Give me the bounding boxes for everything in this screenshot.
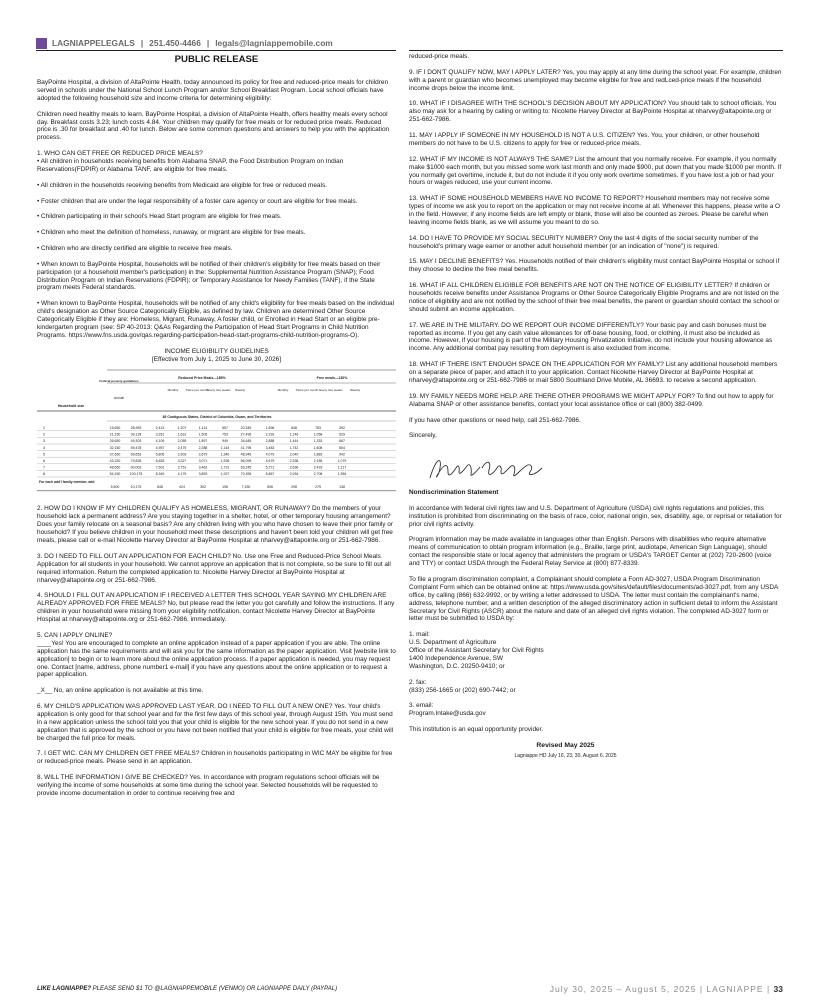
extra-member-cell: 424 (179, 485, 185, 490)
table-cell: 1,217 (337, 466, 347, 471)
table-cell: 43,150 (109, 459, 121, 464)
income-table-graphic (37, 369, 396, 493)
faq-paragraph: _X__ No, an online application is not available at this time. (37, 687, 204, 695)
sub-header: Twice per month (295, 388, 319, 393)
table-cell: 949 (222, 439, 228, 444)
table-cell: 3,327 (177, 459, 187, 464)
table-cell: 56,095 (240, 459, 252, 464)
table-cell: 48,650 (109, 466, 121, 471)
body-paragraph: BayPointe Hospital, a division of AltaPointe Health, today announced its policy for free and reduced-price meals for children served in schools under the National School Lunch Program and/or School Breakfast Program. Local school officials have adopted the following household size and income criteria for determining eligibility: (37, 79, 389, 102)
table-cell: 1,333 (313, 439, 323, 444)
extra-member-cell: 298 (291, 485, 297, 490)
nondiscrimination-heading: Nondiscrimination Statement (409, 489, 499, 496)
table-cell: 20,345 (240, 426, 252, 431)
extra-member-cell: 848 (157, 485, 163, 490)
left-paragraphs-continued (37, 505, 396, 797)
table-row-size: 5 (43, 452, 45, 457)
table-cell: 48,945 (240, 452, 252, 457)
table-cell: 2,288 (198, 446, 208, 451)
table-cell: 27,495 (240, 433, 252, 438)
faq-paragraph: 7. I GET WIC. CAN MY CHILDREN GET FREE MEALS? Children in households participating in WIC MAY be eligible for free or reduced-price meals. Please send in an application. (37, 750, 393, 766)
signature (426, 454, 546, 484)
table-cell: 804 (339, 446, 345, 451)
footer-left-text: PLEASE SEND $1 TO @LAGNIAPPEMOBILE (VENMO) OR LAGNIAPPE DAILY (PAYPAL) (91, 986, 338, 992)
extra-member-cell: 10,175 (130, 485, 142, 490)
faq-paragraph: 12. WHAT IF MY INCOME IS NOT ALWAYS THE SAME? List the amount that you normally receive. For example, if you normally make $1000 each month, but you missed some work last month and only made $900, put down that you made $1000 per month. If you normally get overtime, include it, but do not include it if you only work overtime sometimes. If you have lost a job or had your hours or wages reduced, use your current income. (409, 155, 782, 187)
col-federal-poverty: Federal poverty guidelines (99, 379, 139, 384)
table-cell: 37,650 (109, 452, 121, 457)
table-cell: 1,340 (220, 452, 230, 457)
table-cell: 667 (339, 439, 345, 444)
table-cell: 79,828 (130, 459, 142, 464)
nondiscrimination-paragraph: To file a program discrimination complaint, a Complainant should complete a Form AD-3027, USDA Program Discrimination Complaint Form which can be obtained online at: https://www.usda.gov/sites/default/files/documents/ad-3027.pdf, from any USDA office, by calling (866) 632-9992, or by writing a letter addressed to USDA. The letter must contain the complainant's name, address, telephone number, and a written description of the alleged discriminatory action in sufficient detail to inform the Assistant Secretary for Civil Rights (ASCR) about the nature and date of an alleged civil rights violation. The completed AD-3027 form or letter must be submitted to USDA by: (409, 575, 778, 623)
table-cell: 1,927 (220, 472, 230, 477)
guidelines-effective: [Effective from July 1, 2025 to June 30, 2026] (151, 355, 282, 363)
right-column (409, 53, 782, 761)
page-title: PUBLIC RELEASE (174, 54, 259, 65)
table-cell: 557 (222, 426, 228, 431)
table-cell: 1,207 (177, 426, 187, 431)
table-row-size: 7 (43, 466, 45, 471)
sub-header: Weekly (234, 388, 246, 393)
sub-header: Every two weeks (319, 388, 343, 393)
header-phone: 251.450-4466 (149, 38, 201, 48)
nondiscrimination-paragraphs (409, 505, 782, 734)
footer-issue: July 30, 2025 – August 5, 2025 | LAGNIAPPE | (549, 984, 774, 994)
extra-member-cell: 7,150 (241, 485, 251, 490)
extra-member-cell: 392 (200, 485, 206, 490)
body-paragraph: 1. WHO CAN GET FREE OR REDUCED PRICE MEALS? • All children in households receiving benefits from Alabama SNAP, the Food Distribution Program on Indian Reservations(FDPIR) or Alabama TANF, are eligible for free meals. (37, 150, 344, 173)
lagniappe-run-dates: Lagniappe HD July 16, 23, 30, August 6, 2025 (514, 752, 617, 759)
body-paragraph: • Children who meet the definition of homeless, runaway, or migrant are eligible for free meals. (37, 229, 306, 237)
header-email[interactable]: legals@lagniappemobile.com (215, 38, 333, 48)
body-paragraph: • When known to BayPointe Hospital, households will be notified of any child's eligibility for free meals based on the individual child's designation as Other Source Categorically Eligible, as defined by law. Children are determined Other Source Categorically Eligible if they are: Homeless, Migrant, Runaway, A foster child, or Enrolled in Head Start or an eligible pre-kindergarten program (see: SP 40-2013: Q&As Regarding the Participation of Head Start Programs in Child Nutrition Programs. https://www.fns.usda.gov/qas.regarding-participation-head-start-programs-child-nutrition-programs-O). (37, 300, 395, 339)
table-cell: 3,071 (198, 459, 208, 464)
faq-paragraph: 18. WHAT IF THERE ISN'T ENOUGH SPACE ON THE APPLICATION FOR MY FAMILY? List any additional household members on a separate piece of paper, and attach it to your application. Contact Nicolette Harvey Director at BayPointe Hospital at nharvey@altapointe.org or 251-662-7986 or mail 5800 Southland Drive Mobile, AL 36693. to receive a second application. (409, 361, 778, 384)
table-cell: 5,867 (265, 472, 275, 477)
table-cell: 1,144 (220, 446, 230, 451)
table-cell: 90,003 (130, 466, 142, 471)
table-cell: 1,536 (220, 459, 230, 464)
table-cell: 1,114 (198, 426, 208, 431)
extra-member-cell: 275 (315, 485, 321, 490)
faq-paragraph: If you have other questions or need help, call 251-662-7986. (409, 416, 581, 424)
table-cell: 4,175 (177, 472, 187, 477)
left-paragraphs (37, 79, 396, 340)
table-cell: 4,079 (265, 452, 275, 457)
income-guidelines-table (37, 369, 396, 493)
nondiscrimination-paragraph: 2. fax: (833) 256-1665 or (202) 690-7442; or (409, 678, 516, 694)
faq-paragraph: Sincerely, (409, 432, 437, 440)
right-paragraphs (409, 53, 782, 440)
body-paragraph: • When known to BayPointe Hospital, households will be notified of their children's eligibility for free meals based on their participation (or a household member's participation) in the: Supplemental Nutrition Assistance Program (SNAP); Food Distribution Program on Indian Reservations (FDPIR); or Temporary Assistance for Needy Families (TANF), if the State program meets Federal standards. (37, 260, 381, 292)
table-cell: 783 (315, 426, 321, 431)
table-cell: 70,395 (240, 472, 252, 477)
table-cell: 3,751 (177, 466, 187, 471)
table-row-size: 3 (43, 439, 45, 444)
footer-right (550, 984, 783, 994)
header-brand: LAGNIAPPELEGALS (52, 38, 135, 48)
table-cell: 1,079 (337, 459, 347, 464)
table-row-size: 8 (43, 472, 45, 477)
table-row-size: 1 (43, 426, 45, 431)
revised-date: Revised May 2025 (536, 741, 595, 749)
table-cell: 28,953 (130, 426, 142, 431)
brand-square-icon (36, 38, 47, 49)
header-rule-right (409, 50, 783, 51)
extra-member-cell: 196 (222, 485, 228, 490)
faq-paragraph: 4. SHOULD I FILL OUT AN APPLICATION IF I RECEIVED A LETTER THIS SCHOOL YEAR SAYING MY CHILDREN ARE ALREADY APPROVED FOR FREE MEALS? No, but please read the letter you got carefully and follow the instructions. If any children in your household were missing from your eligibility notification, contact Nicolette Harvey Director at BayPointe Hospital at nharvey@altapointe.org or 251-662-7986. immediately. (37, 592, 395, 624)
faq-paragraph: 9. IF I DON'T QUALIFY NOW, MAY I APPLY LATER? Yes, you may apply at any time during the school year. For example, children with a parent or guardian who becomes unemployed may become eligible for free and redLced-price meals if the household income drops below the income limit. (409, 68, 782, 92)
table-cell: 3,462 (198, 466, 208, 471)
table-cell: 2,338 (289, 459, 299, 464)
faq-paragraph: 6. MY CHILD'S APPLICATION WAS APPROVED LAST YEAR. DO I NEED TO FILL OUT A NEW ONE? Yes. Your child's application is only good for that school year and for the first few days of this school year, through August 15th. You must send in a new application unless the school told you that your child is eligible for the new school year. If you do not send in a new application that is approved by the school or you have not been notified that your child is eligible for free meals, your child will be charged the full price for meals. (37, 703, 394, 742)
extra-member-cell: 5,500 (110, 485, 120, 490)
extra-member-cell: 138 (339, 485, 345, 490)
guidelines-title: INCOME ELIGIBILITY GUIDELINES (164, 347, 269, 355)
table-cell: 54,150 (109, 472, 121, 477)
table-cell: 2,636 (289, 466, 299, 471)
table-cell: 2,413 (155, 426, 165, 431)
table-cell: 2,679 (198, 452, 208, 457)
table-cell: 4,675 (265, 459, 275, 464)
faq-paragraph: 16. WHAT IF ALL CHILDREN ELIGIBLE FOR BENEFITS ARE NOT ON THE NOTICE OF ELIGIBILITY LETTER? If children or households receive benefits under Assistance Programs or Other Source Categorically Eligible Programs and are not listed on the notice of eligibility and are not notified by the school of their free meal benefits, the parent or guardian should contact the school or should submit an income application. (409, 282, 780, 313)
table-cell: 1,146 (289, 433, 299, 438)
table-cell: 2,292 (265, 433, 275, 438)
faq-paragraph: 19. MY FAMILY NEEDS MORE HELP. ARE THERE OTHER PROGRAMS WE MIGHT APPLY FOR? To find out how to apply for Alabama SNAP or other assistance benefits, contact your local assistance office or call (800) 382-0499. (409, 392, 774, 408)
table-cell: 69,653 (130, 452, 142, 457)
col-household-size: Household size (57, 404, 85, 409)
table-cell: 7,501 (155, 466, 165, 471)
table-cell: 49,303 (130, 439, 142, 444)
sub-header: Every two weeks (207, 388, 231, 393)
extra-member-label: For each add'l family member, add (39, 480, 95, 485)
footer-left-bold: LIKE LAGNIAPPE? (37, 986, 92, 992)
col-annual-label: Annual (114, 396, 124, 401)
sub-header: Monthly (167, 388, 179, 393)
table-cell: 848 (291, 426, 297, 431)
body-paragraph: Children need healthy meals to learn. BayPointe Hospital, a division of AltaPointe Health, offers healthy meals every school day. Breakfast costs 3.23; lunch costs 4.84. Your children may qualify for free meals or for reduced price meals. Reduced price is .30 for breakfast and .40 for lunch. Below are some common questions and answers to help you with the application process. (37, 110, 390, 142)
table-cell: 753 (222, 433, 228, 438)
group-free-meals: Free meals—130% (316, 376, 348, 381)
faq-paragraph: 11. MAY I APPLY IF SOMEONE IN MY HOUSEHOLD IS NOT A U.S. CITIZEN? Yes. You, your children, or other household members do not have to be U.S. citizens to apply for free or reduced-price meals. (409, 132, 760, 147)
faq-paragraph: 3. DO I NEED TO FILL OUT AN APPLICATION FOR EACH CHILD? No. Use one Free and Reduced-Price School Meals Application for all students in your household. We cannot approve an application that is not complete, so be sure to fill out all required information. Return the completed application to: Nicolette Harvey Director at BayPointe Hospital at nharvey@altapointe.org or 251-662-7986. (37, 552, 391, 584)
faq-paragraph: 2. HOW DO I KNOW IF MY CHILDREN QUALIFY AS HOMELESS, MIGRANT, OR RUNAWAY? Do the members of your household lack a permanent address? Are you staying together in a shelter, hotel, or other temporary housing arrangement? Does your family relocate on a seasonal basis? Are any children living with you who have chosen to leave their prior family or household? If you believe children in your household meet these descriptions and haven't been told your children will get free meals, please call or e-mail Nicolette Harvey Director at BayPointe Hospital at nharvey@altapointe.org or 251-662-7986. (37, 505, 394, 545)
table-cell: 100,178 (129, 472, 143, 477)
table-cell: 6,653 (155, 459, 165, 464)
faq-paragraph: 5. CAN I APPLY ONLINE? ____Yes! You are encouraged to complete an online application instead of a paper application if you are able. The online application has the same requirements and will ask you for the same information as the paper application. Visit [website link to application] to begin or to learn more about the online application process. If a paper application is needed, you may request one. Contact [name, address, phone number1 e-mail] if you have any questions about the online application or to request a paper application. (37, 631, 396, 679)
table-cell: 3,261 (155, 433, 165, 438)
sub-header: Weekly (349, 388, 361, 393)
table-cell: 1,883 (313, 452, 323, 457)
table-cell: 1,731 (220, 466, 230, 471)
faq-paragraph: 15. MAY I DECLINE BENEFITS? Yes. Households notified of their children's eligibility must contact BayPointe Hospital or school if they choose to decline the free meal benefits. (409, 258, 780, 274)
table-cell: 26,650 (109, 439, 121, 444)
table-row-size: 2 (43, 433, 45, 438)
table-cell: 39,128 (130, 433, 142, 438)
body-paragraph: • Foster children that are under the legal responsibility of a foster care agency or court are eligible for free meals. (37, 197, 358, 205)
table-cell: 8,349 (155, 472, 165, 477)
sub-header: Monthly (277, 388, 289, 393)
extra-member-cell: 596 (267, 485, 273, 490)
faq-paragraph: reduced-price meals. (409, 53, 470, 60)
table-cell: 392 (339, 426, 345, 431)
table-cell: 41,795 (240, 446, 252, 451)
nondiscrimination-paragraph: In accordance with federal civil rights law and U.S. Department of Agriculture (USDA) civil rights regulations and policies, this institution is prohibited from discriminating on the basis of race, color, national origin, sex, disability, age, or reprisal or retaliation for prior civil rights activity. (409, 504, 782, 528)
faq-paragraph: 13. WHAT IF SOME HOUSEHOLD MEMBERS HAVE NO INCOME TO REPORT? Household members may not receive some types of income we ask you to report on the application or may not receive income at all. Whenever this happens, please write a O in the field. However, if any income fields are left empty or blank, those will also be counted as zeroes. Please be careful when leaving income fields blank, as we will assume you meant to do so. (409, 195, 781, 226)
nondiscrimination-paragraph: Program information may be made available in languages other than English. Persons with disabilities who require alternative means of communication to obtain program information (e.g., Braille, large print, audiotape, American Sign Language), should contact the responsible state or local agency that administers the program or USDA's TARGET Center at (202) 720-2600 (voice and TTY) or contact USDA through the Federal Relay Service at (800) 877-8339. (409, 536, 772, 568)
table-cell: 2,888 (265, 439, 275, 444)
left-column (37, 53, 396, 806)
table-cell: 1,505 (198, 433, 208, 438)
body-paragraph: • Children participating in their school's Head Start program are eligible for free meals. (37, 213, 282, 221)
table-cell: 529 (339, 433, 345, 438)
table-cell: 2,903 (177, 452, 187, 457)
table-cell: 15,650 (109, 426, 121, 431)
page-header (36, 37, 333, 49)
table-cell: 2,040 (289, 452, 299, 457)
header-separator: | (140, 38, 144, 48)
table-cell: 2,934 (289, 472, 299, 477)
table-cell: 1,058 (313, 433, 323, 438)
table-cell: 63,245 (240, 466, 252, 471)
table-cell: 4,957 (155, 446, 165, 451)
table-cell: 1,631 (177, 433, 187, 438)
table-cell: 2,433 (313, 466, 323, 471)
header-rule-left (36, 50, 396, 51)
table-cell: 2,158 (313, 459, 323, 464)
table-cell: 1,742 (289, 446, 299, 451)
table-cell: 59,478 (130, 446, 142, 451)
table-cell: 2,055 (177, 439, 187, 444)
table-cell: 5,271 (265, 466, 275, 471)
page-number: 33 (773, 984, 783, 994)
table-row-size: 4 (43, 446, 45, 451)
table-cell: 2,479 (177, 446, 187, 451)
nondiscrimination-paragraph: This institution is an equal opportunity provider. (409, 726, 544, 734)
faq-paragraph: 8. WILL THE INFORMATION I GIVE BE CHECKED? Yes. In accordance with program regulations school officials will be verifying the income of some households at some time during the school year. Selected households will be requested to provide income documentation in order to continue receiving free and (37, 774, 380, 797)
faq-paragraph: 17. WE ARE IN THE MILITARY. DO WE REPORT OUR INCOME DIFFERENTLY? Your basic pay and cash bonuses must be reported as income. If you get any cash value allowances for off-base housing, food, or clothing, it must also be included as income. However, if your housing is part of the Military Housing Privatization Initiative, do not include your housing allowance as income. Any additional combat pay resulting from deployment is also excluded from income. (409, 321, 773, 353)
faq-paragraph: 14. DO I HAVE TO PROVIDE MY SOCIAL SECURITY NUMBER? Only the last 4 digits of the social security number of the household's primary wage earner or another adult household member (or an indication of "none") is required. (409, 234, 759, 250)
table-cell: 1,897 (198, 439, 208, 444)
sub-header: Twice per month (185, 388, 209, 393)
table-cell: 4,109 (155, 439, 165, 444)
nondiscrimination-paragraph: 3. email: Program.Intake@usda.gov (409, 702, 486, 718)
body-paragraph: • All children in the households receiving benefits from Medicaid are eligible for free or reduced meals. (37, 181, 327, 189)
table-cell: 1,444 (289, 439, 299, 444)
table-region: 48 Contiguous States, District of Columbia, Guam, and Territories (162, 415, 272, 420)
body-paragraph: • Children who are directly certified are eligible to receive free meals. (37, 244, 233, 252)
table-cell: 3,853 (198, 472, 208, 477)
table-cell: 1,354 (337, 472, 347, 477)
nondiscrimination-paragraph: 1. mail: U.S. Department of Agriculture Office of the Assistant Secretary for Civil Rights 1400 Independence Avenue, SW Washington, D.C. 20250-9410; or (409, 631, 544, 670)
table-cell: 1,696 (265, 426, 275, 431)
table-cell: 942 (339, 452, 345, 457)
table-cell: 5,805 (155, 452, 165, 457)
header-separator: | (206, 38, 210, 48)
footer-left (37, 986, 337, 992)
group-reduced-price: Reduced Price Meals—185% (178, 376, 226, 381)
table-cell: 34,645 (240, 439, 252, 444)
table-cell: 2,708 (313, 472, 323, 477)
table-cell: 1,608 (313, 446, 323, 451)
table-cell: 3,483 (265, 446, 275, 451)
table-cell: 21,150 (109, 433, 121, 438)
table-cell: 32,150 (109, 446, 121, 451)
table-row-size: 6 (43, 459, 45, 464)
faq-paragraph: 10. WHAT IF I DISAGREE WITH THE SCHOOL'S DECISION ABOUT MY APPLICATION? You should talk to school officials. You also may ask for a hearing by calling or writing to: Nicolette Harvey Director at BayPointe Hospital at nharvey@altapointe.org or 251-662-7986. (409, 100, 777, 124)
